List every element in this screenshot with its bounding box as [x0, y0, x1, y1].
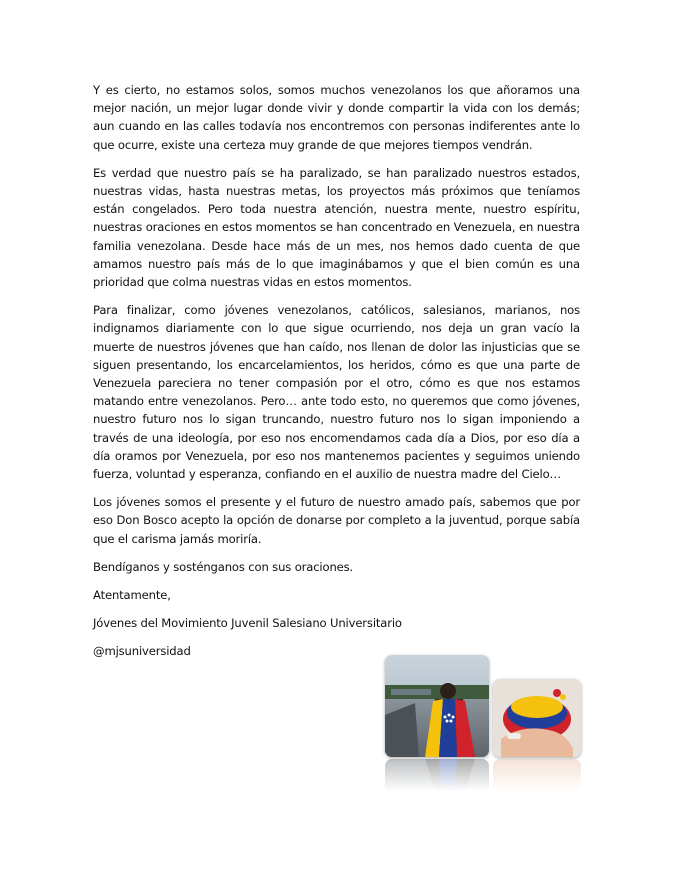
flag-cape-photo-image: [385, 655, 489, 757]
social-handle: @mjsuniversidad: [93, 644, 191, 659]
letter-body: [93, 81, 580, 671]
reflection-image-1: [385, 759, 489, 791]
paragraph-3: Para finalizar, como jóvenes venezolanos, católicos, salesianos, marianos, nos indignamos diariamente con lo que sigue ocurriendo, nos deja un gran vacío la muerte de nuestros jóvenes que han caído, nos llenan de dolor las injusticias que se siguen presentando, los encarcelamientos, los heridos, cómo es que una parte de Venezuela pareciera no tener compasión por el otro, cómo es que nos estamos matando entre venezolanos. Pero… ante todo esto, no queremos que como jóvenes, nuestro futuro nos lo sigan truncando, nuestro futuro nos lo sigan imponiendo a través de una ideología, por eso nos encomendamos cada día a Dios, por eso día a día oramos por Venezuela, por eso nos mantenemos pacientes y seguimos uniendo fuerza, voluntad y esperanza, confiando en el auxilio de nuestra madre del Cielo…: [93, 303, 580, 482]
bracelets-photo-reflection: [493, 759, 581, 791]
protest-photo-reflection: [385, 759, 489, 791]
signature-line: Jóvenes del Movimiento Juvenil Salesiano Universitario: [93, 616, 402, 631]
photo-collage: [385, 655, 581, 795]
reflection-image-2: [493, 759, 581, 791]
blessing-line: Bendíganos y sosténganos con sus oraciones.: [93, 559, 354, 574]
paragraph-2: Es verdad que nuestro país se ha paralizado, se han paralizado nuestros estados, nuestras vidas, hasta nuestras metas, los proyectos más próximos que teníamos están congelados. Pero toda nuestra atención, nuestra mente, nuestro espíritu, nuestras oraciones en estos momentos se han concentrado en Venezuela, en nuestra familia venezolana. Desde hace más de un mes, nos hemos dado cuenta de que amamos nuestro país más de lo que imaginábamos y que el bien común es una prioridad que colma nuestras vidas en estos momentos.: [93, 165, 580, 290]
closing-line: Atentamente,: [93, 588, 171, 603]
protest-street-photo: [385, 655, 489, 757]
bracelets-photo-image: [493, 679, 581, 757]
flag-bracelets-photo: [493, 679, 581, 757]
paragraph-1: Y es cierto, no estamos solos, somos muchos venezolanos los que añoramos una mejor nación, un mejor lugar donde vivir y donde compartir la vida con los demás; aun cuando en las calles todavía nos encontremos con personas indiferentes ante lo que ocurre, existe una certeza muy grande de que mejores tiempos vendrán.: [93, 83, 580, 152]
paragraph-4: Los jóvenes somos el presente y el futuro de nuestro amado país, sabemos que por eso Don Bosco acepto la opción de donarse por completo a la juventud, porque sabía que el carisma jamás moriría.: [93, 495, 580, 546]
